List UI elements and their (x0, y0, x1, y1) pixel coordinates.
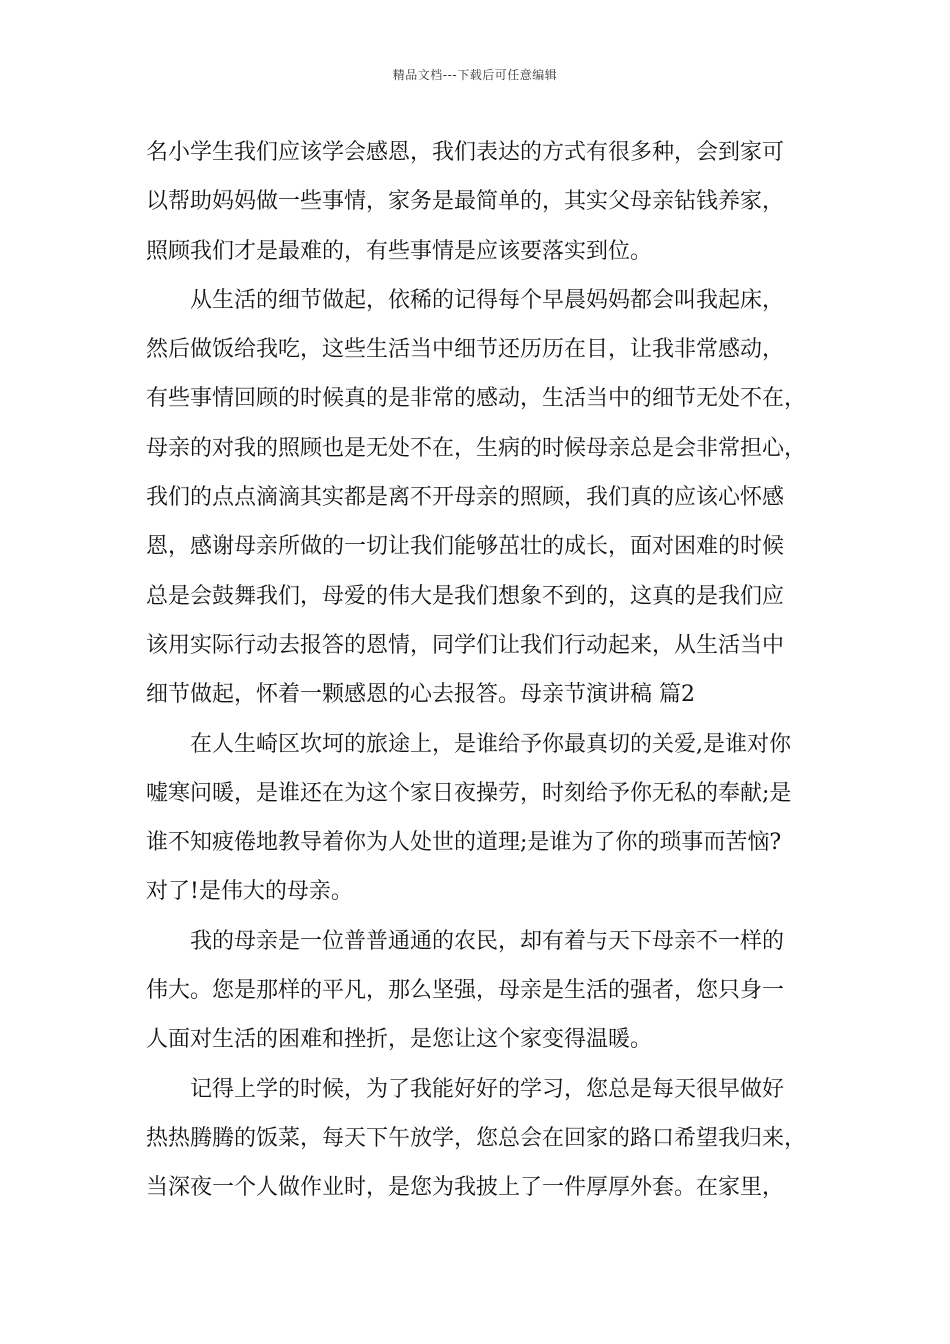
text-line: 细节做起，怀着一颗感恩的心去报答。母亲节演讲稿 篇2 (146, 682, 695, 708)
text-line: 热热腾腾的饭菜，每天下午放学，您总会在回家的路口希望我归来， (146, 1125, 807, 1151)
text-line: 以帮助妈妈做一些事情，家务是最简单的，其实父母亲钻钱养家， (146, 189, 785, 215)
text-line: 恩，感谢母亲所做的一切让我们能够茁壮的成长，面对困难的时候 (146, 534, 785, 560)
text-line: 当深夜一个人做作业时，是您为我披上了一件厚厚外套。在家里， (146, 1175, 785, 1201)
page-header: 精品文档---下载后可任意编辑 (392, 68, 558, 82)
text-line: 然后做饭给我吃，这些生活当中细节还历历在目，让我非常感动， (146, 337, 785, 363)
text-line: 我的母亲是一位普普通通的农民，却有着与天下母亲不一样的 (190, 928, 785, 954)
text-line: 总是会鼓舞我们，母爱的伟大是我们想象不到的，这真的是我们应 (146, 583, 785, 609)
text-line: 从生活的细节做起，依稀的记得每个早晨妈妈都会叫我起床， (190, 287, 785, 313)
text-line: 谁不知疲倦地教导着你为人处世的道理;是谁为了你的琐事而苦恼? (146, 830, 782, 856)
text-line: 对了!是伟大的母亲。 (146, 879, 353, 905)
text-line: 伟大。您是那样的平凡，那么坚强，母亲是生活的强者，您只身一 (146, 978, 785, 1004)
text-line: 人面对生活的困难和挫折，是您让这个家变得温暖。 (146, 1027, 653, 1053)
text-line: 有些事情回顾的时候真的是非常的感动，生活当中的细节无处不在， (146, 386, 807, 412)
text-line: 名小学生我们应该学会感恩，我们表达的方式有很多种，会到家可 (146, 140, 785, 165)
text-line: 记得上学的时候，为了我能好好的学习，您总是每天很早做好 (190, 1076, 785, 1102)
text-line: 母亲的对我的照顾也是无处不在，生病的时候母亲总是会非常担心， (146, 435, 807, 461)
text-line: 在人生崎区坎坷的旅途上，是谁给予你最真切的关爱,是谁对你 (190, 731, 791, 757)
document-body (146, 128, 826, 1213)
text-line: 照顾我们才是最难的，有些事情是应该要落实到位。 (146, 238, 653, 264)
text-line: 嘘寒问暖，是谁还在为这个家日夜操劳，时刻给予你无私的奉献;是 (146, 780, 792, 806)
text-line: 我们的点点滴滴其实都是离不开母亲的照顾，我们真的应该心怀感 (146, 485, 785, 511)
text-line: 该用实际行动去报答的恩情，同学们让我们行动起来，从生活当中 (146, 632, 785, 658)
